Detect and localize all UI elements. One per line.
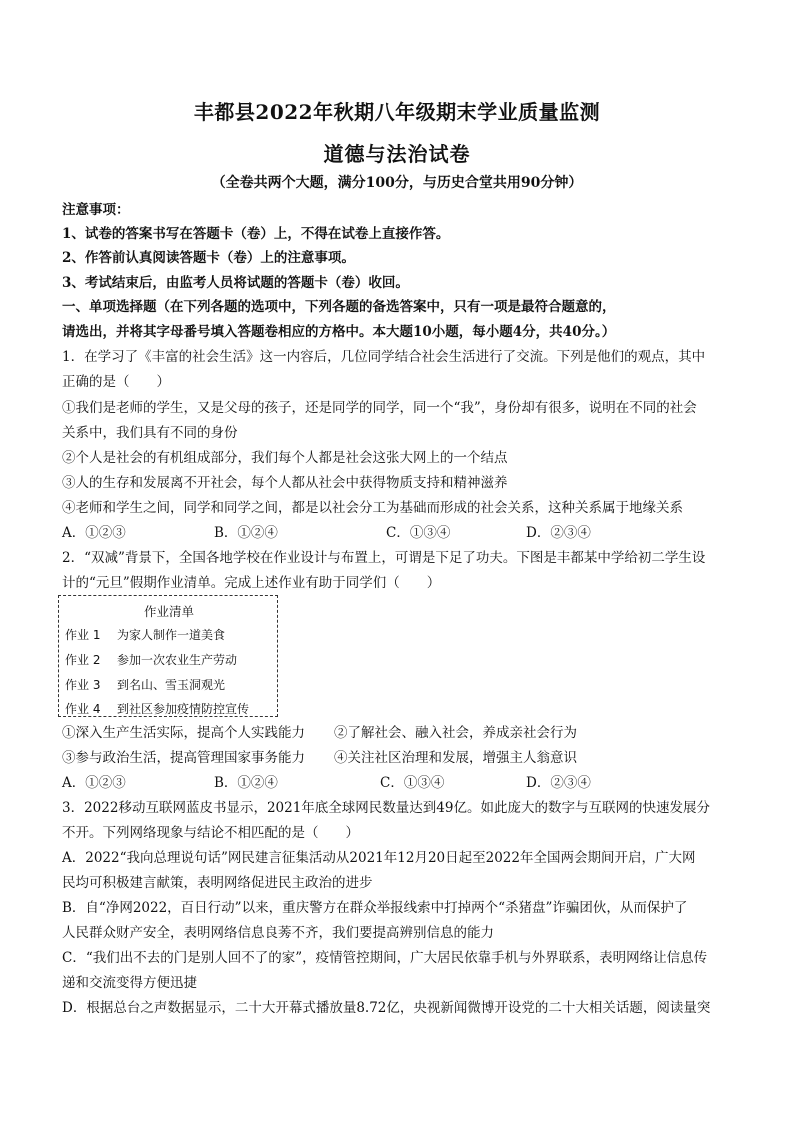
exam-title: 丰都县2022年秋期八年级期末学业质量监测 [193, 100, 601, 124]
notice-item: 1、试卷的答案书写在答题卡（卷）上，不得在试卷上直接作答。 [62, 226, 450, 242]
exam-note: （全卷共两个大题，满分100分，与历史合堂共用90分钟） [211, 175, 583, 191]
homework-tag: 作业 3 [65, 678, 101, 692]
q1-statement-4: ④老师和学生之间，同学和同学之间，都是以社会分工为基础而形成的社会关系，这种关系属于地缘关系 [62, 500, 683, 516]
q2-statement-1: ①深入生产生活实际，提高个人实践能力 [62, 725, 305, 741]
q1-option-c[interactable]: C．①③④ [386, 525, 451, 541]
section-heading-cont: 请选出，并将其字母番号填入答题卷相应的方格中。本大题10小题，每小题4分，共40分。） [62, 324, 616, 340]
q2-option-c[interactable]: C．①③④ [380, 775, 445, 791]
notice-item: 3、考试结束后，由监考人员将试题的答题卡（卷）收回。 [62, 275, 409, 291]
q1-stem-cont: 正确的是（ ） [62, 374, 170, 390]
q1-stem: 1．在学习了《丰富的社会生活》这一内容后，几位同学结合社会生活进行了交流。下列是他们的观点，其中 [62, 349, 706, 365]
q2-option-b[interactable]: B．①②④ [214, 775, 278, 791]
homework-text: 到名山、雪玉洞观光 [117, 678, 226, 692]
homework-item [65, 700, 249, 717]
q1-statement-2: ②个人是社会的有机组成部分，我们每个人都是社会这张大网上的一个结点 [62, 450, 508, 466]
q3-option-b[interactable]: B．自“净网2022，百日行动”以来，重庆警方在群众举报线索中打掉两个“杀猪盘”诈骗团伙，从而保护了 [62, 900, 688, 916]
q2-statement-4: ④关注社区治理和发展，增强主人翁意识 [334, 750, 577, 766]
homework-text: 到社区参加疫情防控宣传 [117, 702, 250, 716]
homework-text: 参加一次农业生产劳动 [117, 653, 238, 667]
q2-stem-cont: 计的“元旦”假期作业清单。完成上述作业有助于同学们（ ） [62, 575, 441, 591]
homework-tag: 作业 1 [65, 628, 101, 642]
q1-statement-1: ①我们是老师的学生，又是父母的孩子，还是同学的同学，同一个“我”，身份却有很多，说明在不同的社会 [62, 400, 697, 416]
q1-statement-3: ③人的生存和发展离不开社会，每个人都从社会中获得物质支持和精神滋养 [62, 475, 508, 491]
q1-option-b[interactable]: B．①②④ [214, 525, 278, 541]
notices-heading: 注意事项： [62, 202, 130, 218]
q2-stem: 2．“双减”背景下，全国各地学校在作业设计与布置上，可谓是下足了功夫。下图是丰都某中学给初二学生设 [62, 550, 706, 566]
homework-item [65, 626, 225, 643]
homework-text: 为家人制作一道美食 [117, 628, 226, 642]
homework-item [65, 676, 225, 693]
q3-stem: 3．2022移动互联网蓝皮书显示，2021年底全球网民数量达到49亿。如此庞大的数字与互联网的快速发展分 [62, 800, 710, 816]
homework-list-box [58, 595, 278, 717]
homework-tag: 作业 4 [65, 702, 101, 716]
notice-item: 2、作答前认真阅读答题卡（卷）上的注意事项。 [62, 250, 355, 266]
homework-item [65, 651, 237, 668]
q1-option-d[interactable]: D．②③④ [526, 525, 591, 541]
q2-option-a[interactable]: A．①②③ [62, 775, 126, 791]
q2-statement-3: ③参与政治生活，提高管理国家事务能力 [62, 750, 305, 766]
q3-option-c-cont: 递和交流变得方便迅捷 [62, 975, 197, 991]
q3-option-d[interactable]: D．根据总台之声数据显示，二十大开幕式播放量8.72亿，央视新闻微博开设党的二十大相关话题，阅读量突 [62, 1000, 711, 1016]
q2-statement-2: ②了解社会、融入社会，养成亲社会行为 [334, 725, 577, 741]
q3-option-a[interactable]: A．2022“我向总理说句话”网民建言征集活动从2021年12月20日起至2022年全国两会期间开启，广大网 [62, 850, 696, 866]
q3-stem-cont: 不开。下列网络现象与结论不相匹配的是（ ） [62, 825, 359, 841]
homework-tag: 作业 2 [65, 653, 101, 667]
q3-option-a-cont: 民均可积极建言献策，表明网络促进民主政治的进步 [62, 875, 373, 891]
q1-statement-1-cont: 关系中，我们具有不同的身份 [62, 425, 238, 441]
homework-list-title: 作业清单 [143, 604, 194, 619]
q3-option-b-cont: 人民群众财产安全，表明网络信息良莠不齐，我们要提高辨别信息的能力 [62, 925, 494, 941]
q1-option-a[interactable]: A．①②③ [62, 525, 126, 541]
q3-option-c[interactable]: C．“我们出不去的门是别人回不了的家”，疫情管控期间，广大居民依靠手机与外界联系，表明网络让信息传 [62, 950, 708, 966]
exam-subject: 道德与法治试卷 [323, 142, 471, 166]
q2-option-d[interactable]: D．②③④ [526, 775, 591, 791]
section-heading: 一、单项选择题（在下列各题的选项中，下列各题的备选答案中，只有一项是最符合题意的， [62, 299, 616, 315]
